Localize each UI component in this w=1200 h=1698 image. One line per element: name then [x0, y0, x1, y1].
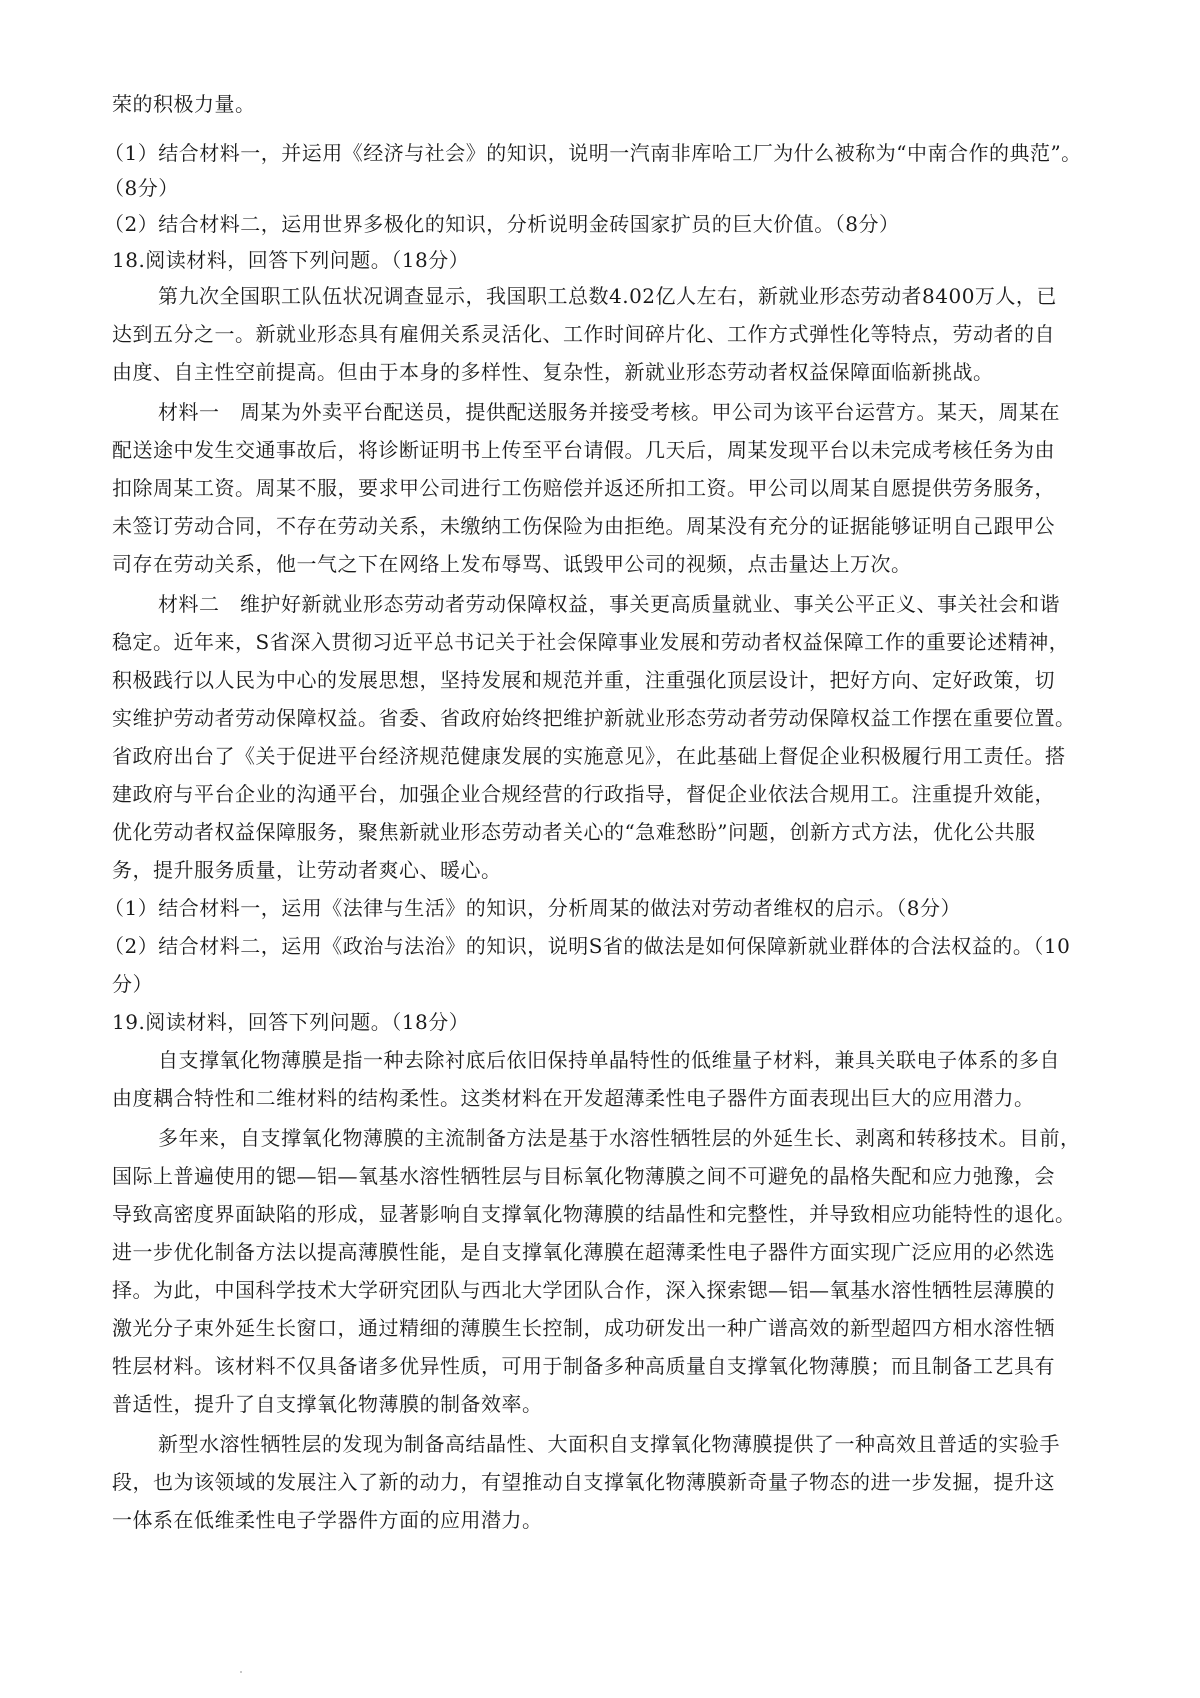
paragraph-line: 国际上普遍使用的锶—铝—氧基水溶性牺牲层与目标氧化物薄膜之间不可避免的晶格失配和应力弛豫，会 — [112, 1164, 1055, 1188]
text-line: （2）结合材料二，运用世界多极化的知识，分析说明金砖国家扩员的巨大价值。（8分） — [104, 212, 900, 236]
text-line: （8分） — [104, 176, 179, 200]
paragraph-line: 择。为此，中国科学技术大学研究团队与西北大学团队合作，深入探索锶—铝—氧基水溶性牺牲层薄膜的 — [112, 1278, 1055, 1302]
text-line: （1）结合材料一，并运用《经济与社会》的知识，说明一汽南非库哈工厂为什么被称为“中南合作的典范”。 — [104, 141, 1082, 165]
paragraph-line: 务，提升服务质量，让劳动者爽心、暖心。 — [112, 858, 502, 882]
paragraph-line: 激光分子束外延生长窗口，通过精细的薄膜生长控制，成功研发出一种广谱高效的新型超四方相水溶性牺 — [112, 1316, 1055, 1340]
paragraph-line: 进一步优化制备方法以提高薄膜性能，是自支撑氧化薄膜在超薄柔性电子器件方面实现广泛应用的必然选 — [112, 1240, 1055, 1264]
paragraph-line: 实维护劳动者劳动保障权益。省委、省政府始终把维护新就业形态劳动者劳动保障权益工作摆在重要位置。 — [112, 706, 1076, 730]
paragraph-line: 材料二 维护好新就业形态劳动者劳动保障权益，事关更高质量就业、事关公平正义、事关社会和谐 — [158, 592, 1060, 616]
paragraph-line: 未签订劳动合同，不存在劳动关系，未缴纳工伤保险为由拒绝。周某没有充分的证据能够证明自己跟甲公 — [112, 514, 1055, 538]
subquestion-line: 分） — [112, 972, 153, 996]
question-heading: 19.阅读材料，回答下列问题。（18分） — [112, 1010, 470, 1034]
page-dot — [240, 1671, 242, 1673]
paragraph-line: 一体系在低维柔性电子学器件方面的应用潜力。 — [112, 1508, 543, 1532]
paragraph-line: 建政府与平台企业的沟通平台，加强企业合规经营的行政指导，督促企业依法合规用工。注重提升效能， — [112, 782, 1055, 806]
paragraph-line: 司存在劳动关系，他一气之下在网络上发布辱骂、诋毁甲公司的视频，点击量达上万次。 — [112, 552, 912, 576]
paragraph-line: 多年来，自支撑氧化物薄膜的主流制备方法是基于水溶性牺牲层的外延生长、剥离和转移技术。目前， — [158, 1126, 1081, 1150]
paragraph-line: 优化劳动者权益保障服务，聚焦新就业形态劳动者关心的“急难愁盼”问题，创新方式方法，优化公共服 — [112, 820, 1036, 844]
paragraph-line: 普适性，提升了自支撑氧化物薄膜的制备效率。 — [112, 1392, 543, 1416]
question-heading: 18.阅读材料，回答下列问题。（18分） — [112, 248, 470, 272]
text-line: 荣的积极力量。 — [112, 92, 256, 116]
paragraph-line: 材料一 周某为外卖平台配送员，提供配送服务并接受考核。甲公司为该平台运营方。某天，周某在 — [158, 400, 1060, 424]
subquestion-line: （1）结合材料一，运用《法律与生活》的知识，分析周某的做法对劳动者维权的启示。（8分） — [104, 896, 961, 920]
paragraph-line: 扣除周某工资。周某不服，要求甲公司进行工伤赔偿并返还所扣工资。甲公司以周某自愿提供劳务服务， — [112, 476, 1055, 500]
paragraph-line: 第九次全国职工队伍状况调查显示，我国职工总数4.02亿人左右，新就业形态劳动者8400万人，已 — [158, 284, 1057, 308]
paragraph-line: 积极践行以人民为中心的发展思想，坚持发展和规范并重，注重强化顶层设计，把好方向、定好政策，切 — [112, 668, 1055, 692]
paragraph-line: 牲层材料。该材料不仅具备诸多优异性质，可用于制备多种高质量自支撑氧化物薄膜；而且制备工艺具有 — [112, 1354, 1055, 1378]
paragraph-line: 新型水溶性牺牲层的发现为制备高结晶性、大面积自支撑氧化物薄膜提供了一种高效且普适的实验手 — [158, 1432, 1060, 1456]
paragraph-line: 由度、自主性空前提高。但由于本身的多样性、复杂性，新就业形态劳动者权益保障面临新挑战。 — [112, 360, 994, 384]
paragraph-line: 达到五分之一。新就业形态具有雇佣关系灵活化、工作时间碎片化、工作方式弹性化等特点，劳动者的自 — [112, 322, 1055, 346]
subquestion-line: （2）结合材料二，运用《政治与法治》的知识，说明S省的做法是如何保障新就业群体的合法权益的。（10 — [104, 934, 1071, 958]
paragraph-line: 稳定。近年来，S省深入贯彻习近平总书记关于社会保障事业发展和劳动者权益保障工作的重要论述精神， — [112, 630, 1070, 654]
paragraph-line: 配送途中发生交通事故后，将诊断证明书上传至平台请假。几天后，周某发现平台以未完成考核任务为由 — [112, 438, 1055, 462]
paragraph-line: 自支撑氧化物薄膜是指一种去除衬底后依旧保持单晶特性的低维量子材料，兼具关联电子体系的多自 — [158, 1048, 1060, 1072]
paragraph-line: 段，也为该领域的发展注入了新的动力，有望推动自支撑氧化物薄膜新奇量子物态的进一步发掘，提升这 — [112, 1470, 1055, 1494]
paragraph-line: 由度耦合特性和二维材料的结构柔性。这类材料在开发超薄柔性电子器件方面表现出巨大的应用潜力。 — [112, 1086, 1035, 1110]
paragraph-line: 导致高密度界面缺陷的形成，显著影响自支撑氧化物薄膜的结晶性和完整性，并导致相应功能特性的退化。 — [112, 1202, 1076, 1226]
paragraph-line: 省政府出台了《关于促进平台经济规范健康发展的实施意见》，在此基础上督促企业积极履行用工责任。搭 — [112, 744, 1066, 768]
